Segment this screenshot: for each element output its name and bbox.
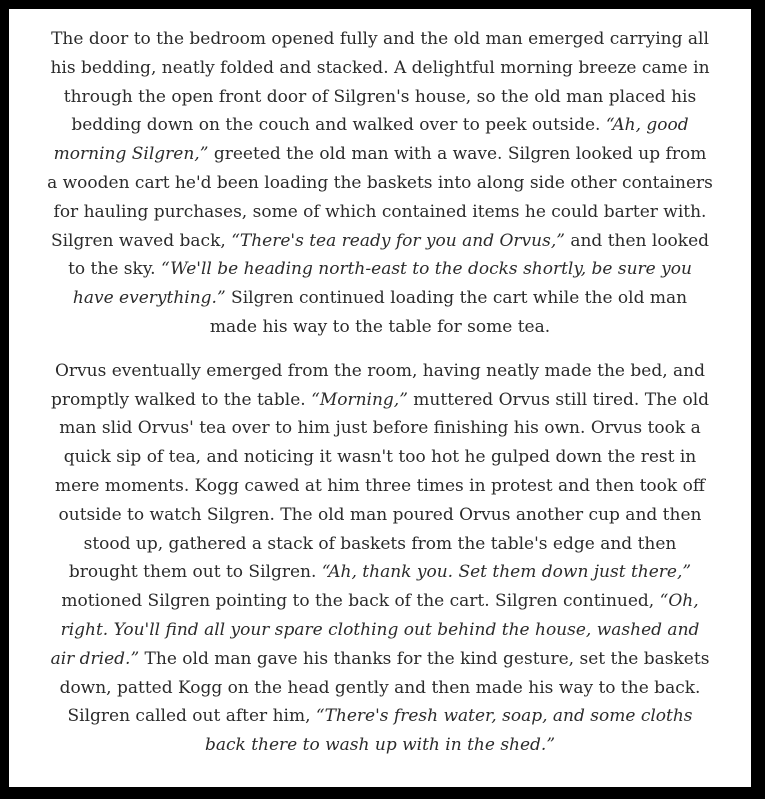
narration-text: Silgren continued loading the cart while the old man made his way to the table for some tea. bbox=[209, 288, 688, 337]
dialogue-text: “There's fresh water, soap, and some cloths back there to wash up with in the shed.” bbox=[204, 706, 693, 756]
narration-text: Orvus eventually emerged from the room, having neatly made the bed, and promptly walked to the table. bbox=[50, 360, 705, 410]
story-page bbox=[9, 9, 751, 787]
dialogue-text: “Ah, thank you. Set them down just there,” bbox=[321, 562, 692, 583]
narration-text: greeted the old man with a wave. Silgren looked up from a wooden cart he'd been loading the baskets into along side other containers for hauling purchases, some of which contained items he could barter with. Silgren waved back, bbox=[47, 144, 713, 251]
narration-text: and then looked to the sky. bbox=[68, 230, 710, 280]
dialogue-text: “Oh, right. You'll find all your spare clothing out behind the house, washed and air dried.” bbox=[50, 591, 700, 669]
narration-text: motioned Silgren pointing to the back of the cart. Silgren continued, bbox=[61, 591, 660, 612]
dialogue-text: “We'll be heading north-east to the docks shortly, be sure you have everything.” bbox=[72, 259, 692, 309]
dialogue-text: “Ah, good morning Silgren,” bbox=[53, 115, 689, 165]
narration-text: The old man gave his thanks for the kind gesture, set the baskets down, patted Kogg on the head gently and then made his way to the back. Silgren called out after him, bbox=[59, 648, 710, 727]
dialogue-text: “There's tea ready for you and Orvus,” bbox=[231, 230, 565, 251]
dialogue-text: “Morning,” bbox=[311, 389, 408, 410]
narration-text: The door to the bedroom opened fully and the old man emerged carrying all his bedding, neatly folded and stacked. A delightful morning breeze came in through the open front door of Silgren's house, so the old man placed his bedding down on the couch and walked over to peek outside. bbox=[50, 29, 710, 136]
narration-text: muttered Orvus still tired. The old man slid Orvus' tea over to him just before finishing his own. Orvus took a quick sip of tea, and noticing it wasn't too hot he gulped down the rest in mere moments. Kogg cawed at him three times in protest and then took off outside to watch Silgren. The old man poured Orvus another cup and then stood up, gathered a stack of baskets from the table's edge and then brought them out to Silgren. bbox=[55, 389, 710, 583]
story-paragraph-1 bbox=[47, 25, 713, 342]
story-paragraph-2 bbox=[47, 357, 713, 760]
